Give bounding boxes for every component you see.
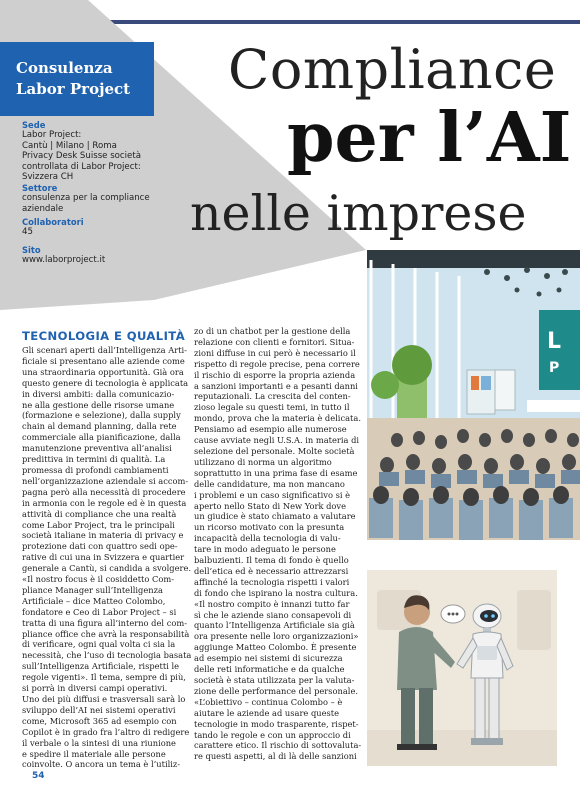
article-line: sì che le aziende siano consapevoli di (194, 609, 352, 620)
article-line: predittiva in termini di qualità. La (22, 454, 166, 465)
article-line: dell’etica ed è necessario attrezzarsi (194, 565, 349, 576)
article-line: reputazionali. La crescita del conten- (194, 391, 351, 402)
sidebar-sede (22, 120, 162, 182)
article-line: aperto nello Stato di New York dove (194, 500, 347, 511)
article-line: tratta di una figura all’interno del com- (22, 617, 188, 628)
article-line: tecnologie in modo trasparente, rispet- (194, 718, 359, 729)
article-line: Artificiale – dice Matteo Colombo, (22, 595, 166, 606)
article-line: si porrà in diversi campi operativi. (22, 683, 168, 694)
article-line: (formazione e selezione), dalla supply (22, 410, 181, 421)
article-line: Gli scenari aperti dall’Intelligenza Arti- (22, 345, 187, 355)
article-line: generale a Cantù, si candida a svolgere. (22, 563, 192, 574)
headline-line-2: per l’AI (287, 98, 572, 178)
article-line: affinché la tecnologia rispetti i valori (194, 576, 350, 587)
article-line: zioni diffuse in cui però è necessario il (194, 347, 356, 358)
article-line: «L’obiettivo – continua Colombo – è (194, 696, 343, 707)
article-line: coinvolte. O ancora un tema è l’utiliz- (22, 759, 181, 770)
conference-photo (367, 250, 580, 540)
article-line: in diversi ambiti: dalla comunicazio- (22, 388, 175, 399)
article-line: ad esempio nei sistemi di sicurezza (194, 653, 343, 664)
article-line: carattere etico. Il rischio di sottovaluta- (194, 740, 362, 751)
article-column-2 (194, 326, 362, 762)
article-line: come, Microsoft 365 ad esempio con (22, 715, 177, 726)
article-line: una straordinaria opportunità. Già ora (22, 366, 184, 377)
article-line: «Il nostro focus è il cosiddetto Com- (22, 574, 175, 585)
article-line: chain al demand planning, dalla rete (22, 421, 177, 432)
headline-line-3: nelle imprese (190, 185, 527, 242)
article-line: i problemi e un caso significativo si è (194, 489, 351, 500)
headline-line-1: Compliance (228, 38, 557, 101)
article-line: tare in modo adeguato le persone (194, 544, 336, 555)
article-line: Pensiamo ad esempio alle numerose (194, 424, 347, 435)
article-line: relazione con clienti e fornitori. Situa- (194, 336, 355, 347)
article-line: zione delle performance del personale. (194, 685, 359, 696)
article-line: delle reti informatiche e da qualche (194, 664, 345, 675)
article-line: re questi aspetti, al di là delle sanzioni (194, 751, 357, 762)
article-line: rative di cui una in Svizzera e quartier (22, 552, 185, 563)
article-line: rispetto di regole precise, pena correre (194, 358, 360, 369)
sidebar-sito (22, 245, 162, 266)
article-column-1 (22, 345, 192, 770)
speech-bubble-icon (441, 605, 465, 623)
article-line: ne alla gestione delle risorse umane (22, 399, 175, 410)
sidebar-label: Collaboratori (22, 217, 84, 227)
article-line: Uno dei più diffusi e trasversali sarà lo (22, 694, 186, 704)
article-line: come Labor Project, tra le principali (22, 519, 175, 530)
article-line: pliance office che avrà la responsabilità (22, 628, 190, 639)
article-line: questo genere di tecnologia è applicata (22, 377, 189, 388)
article-line: «Il nostro compito è innanzi tutto far (194, 598, 350, 609)
article-line: pagna però alla necessità di procedere (22, 486, 186, 497)
sidebar-label: Settore (22, 183, 58, 193)
article-line: manutenzione preventiva all’analisi (22, 443, 172, 454)
article-line: promessa di profondi cambiamenti (22, 464, 169, 475)
article-line: zo di un chatbot per la gestione della (194, 326, 351, 336)
sidebar-text[interactable]: www.laborproject.it (22, 255, 106, 266)
article-line: delle candidature, ma non mancano (194, 478, 345, 489)
article-line: Copilot è in grado fra l’altro di redigere (22, 726, 190, 737)
badge-title: Consulenza Labor Project (16, 59, 131, 98)
article-line: balbuzienti. Il tema di fondo è quello (194, 555, 349, 566)
article-line: di fondo che ispirano la nostra cultura. (194, 587, 358, 598)
article-line: il verbale o la sintesi di una riunione (22, 737, 176, 748)
article-line: commerciale alla pianificazione, dalla (22, 432, 181, 443)
article-line: selezione del personale. Molte società (194, 445, 355, 456)
sidebar-collaboratori (22, 217, 162, 238)
sidebar-text: consulenza per la compliance aziendale (22, 193, 150, 214)
article-line: soprattutto in una prima fase di esame (194, 467, 358, 478)
article-line: di verificare, ogni qual volta ci sia la (22, 639, 176, 650)
article-line: attività di compliance che una realtà (22, 508, 177, 519)
article-line: un giudice è stato chiamato a valutare (194, 511, 356, 522)
article-line: mondo, prova che la materia è delicata. (194, 413, 361, 424)
sidebar-label: Sito (22, 245, 41, 255)
article-line: protezione dati con quattro sedi ope- (22, 541, 178, 552)
article-line: cause avviate negli U.S.A. in materia di (194, 435, 360, 446)
sidebar-label: Sede (22, 120, 46, 130)
article-line: necessità, che l’uso di tecnologia basata (22, 650, 192, 661)
article-line: ficiale si presentano alle aziende come (22, 355, 185, 366)
article-line: tando le regole e con un approccio di (194, 729, 351, 740)
article-line: un ricorso motivato con la presunta (194, 522, 345, 533)
article-line: aiutare le aziende ad usare queste (194, 707, 340, 718)
article-line: regole vigenti». Il tema, sempre di più, (22, 672, 186, 683)
article-line: in armonia con le regole ed è in questa (22, 497, 187, 508)
article-line: sull’Intelligenza Artificiale, rispetti le (22, 661, 180, 672)
article-line: nell’organizzazione aziendale si accom- (22, 475, 189, 486)
article-line: e spedire il materiale alle persone (22, 748, 166, 759)
article-line: a sanzioni importanti e a pesanti danni (194, 380, 358, 391)
section-title: TECNOLOGIA E QUALITÀ (22, 329, 186, 343)
article-line: società è stata utilizzata per la valuta- (194, 675, 355, 685)
article-line: ora presente nelle loro organizzazioni» (194, 631, 359, 642)
article-line: società italiane in materia di privacy e (22, 530, 184, 541)
sidebar-settore (22, 183, 162, 214)
page-number: 54 (32, 771, 45, 781)
article-line: utilizzano di norma un algoritmo (194, 456, 332, 467)
robot-illustration (367, 570, 557, 766)
screen-text-2: P (549, 360, 560, 376)
screen-text: L (547, 329, 562, 354)
article-line: pliance Manager sull’Intelligenza (22, 584, 163, 595)
article-line: zioso legale su questi temi, in tutto il (194, 402, 350, 413)
article-line: incapacità della tecnologia di valu- (194, 533, 341, 544)
sidebar-text: 45 (22, 227, 33, 238)
article-line: quanto l’Intelligenza Artificiale sia già (194, 620, 355, 631)
company-badge (0, 42, 154, 116)
sidebar-text: Labor Project: Cantù | Milano | Roma Privacy Desk Suisse società controllata di Labor Project: Svizzera CH (22, 130, 141, 183)
article-line: fondatore e Ceo di Labor Project – si (22, 606, 177, 617)
article-line: sviluppo dell’AI nei sistemi operativi (22, 704, 176, 715)
article-line: aggiunge Matteo Colombo. È presente (194, 642, 357, 653)
article-line: il rischio di esporre la propria azienda (194, 369, 356, 380)
